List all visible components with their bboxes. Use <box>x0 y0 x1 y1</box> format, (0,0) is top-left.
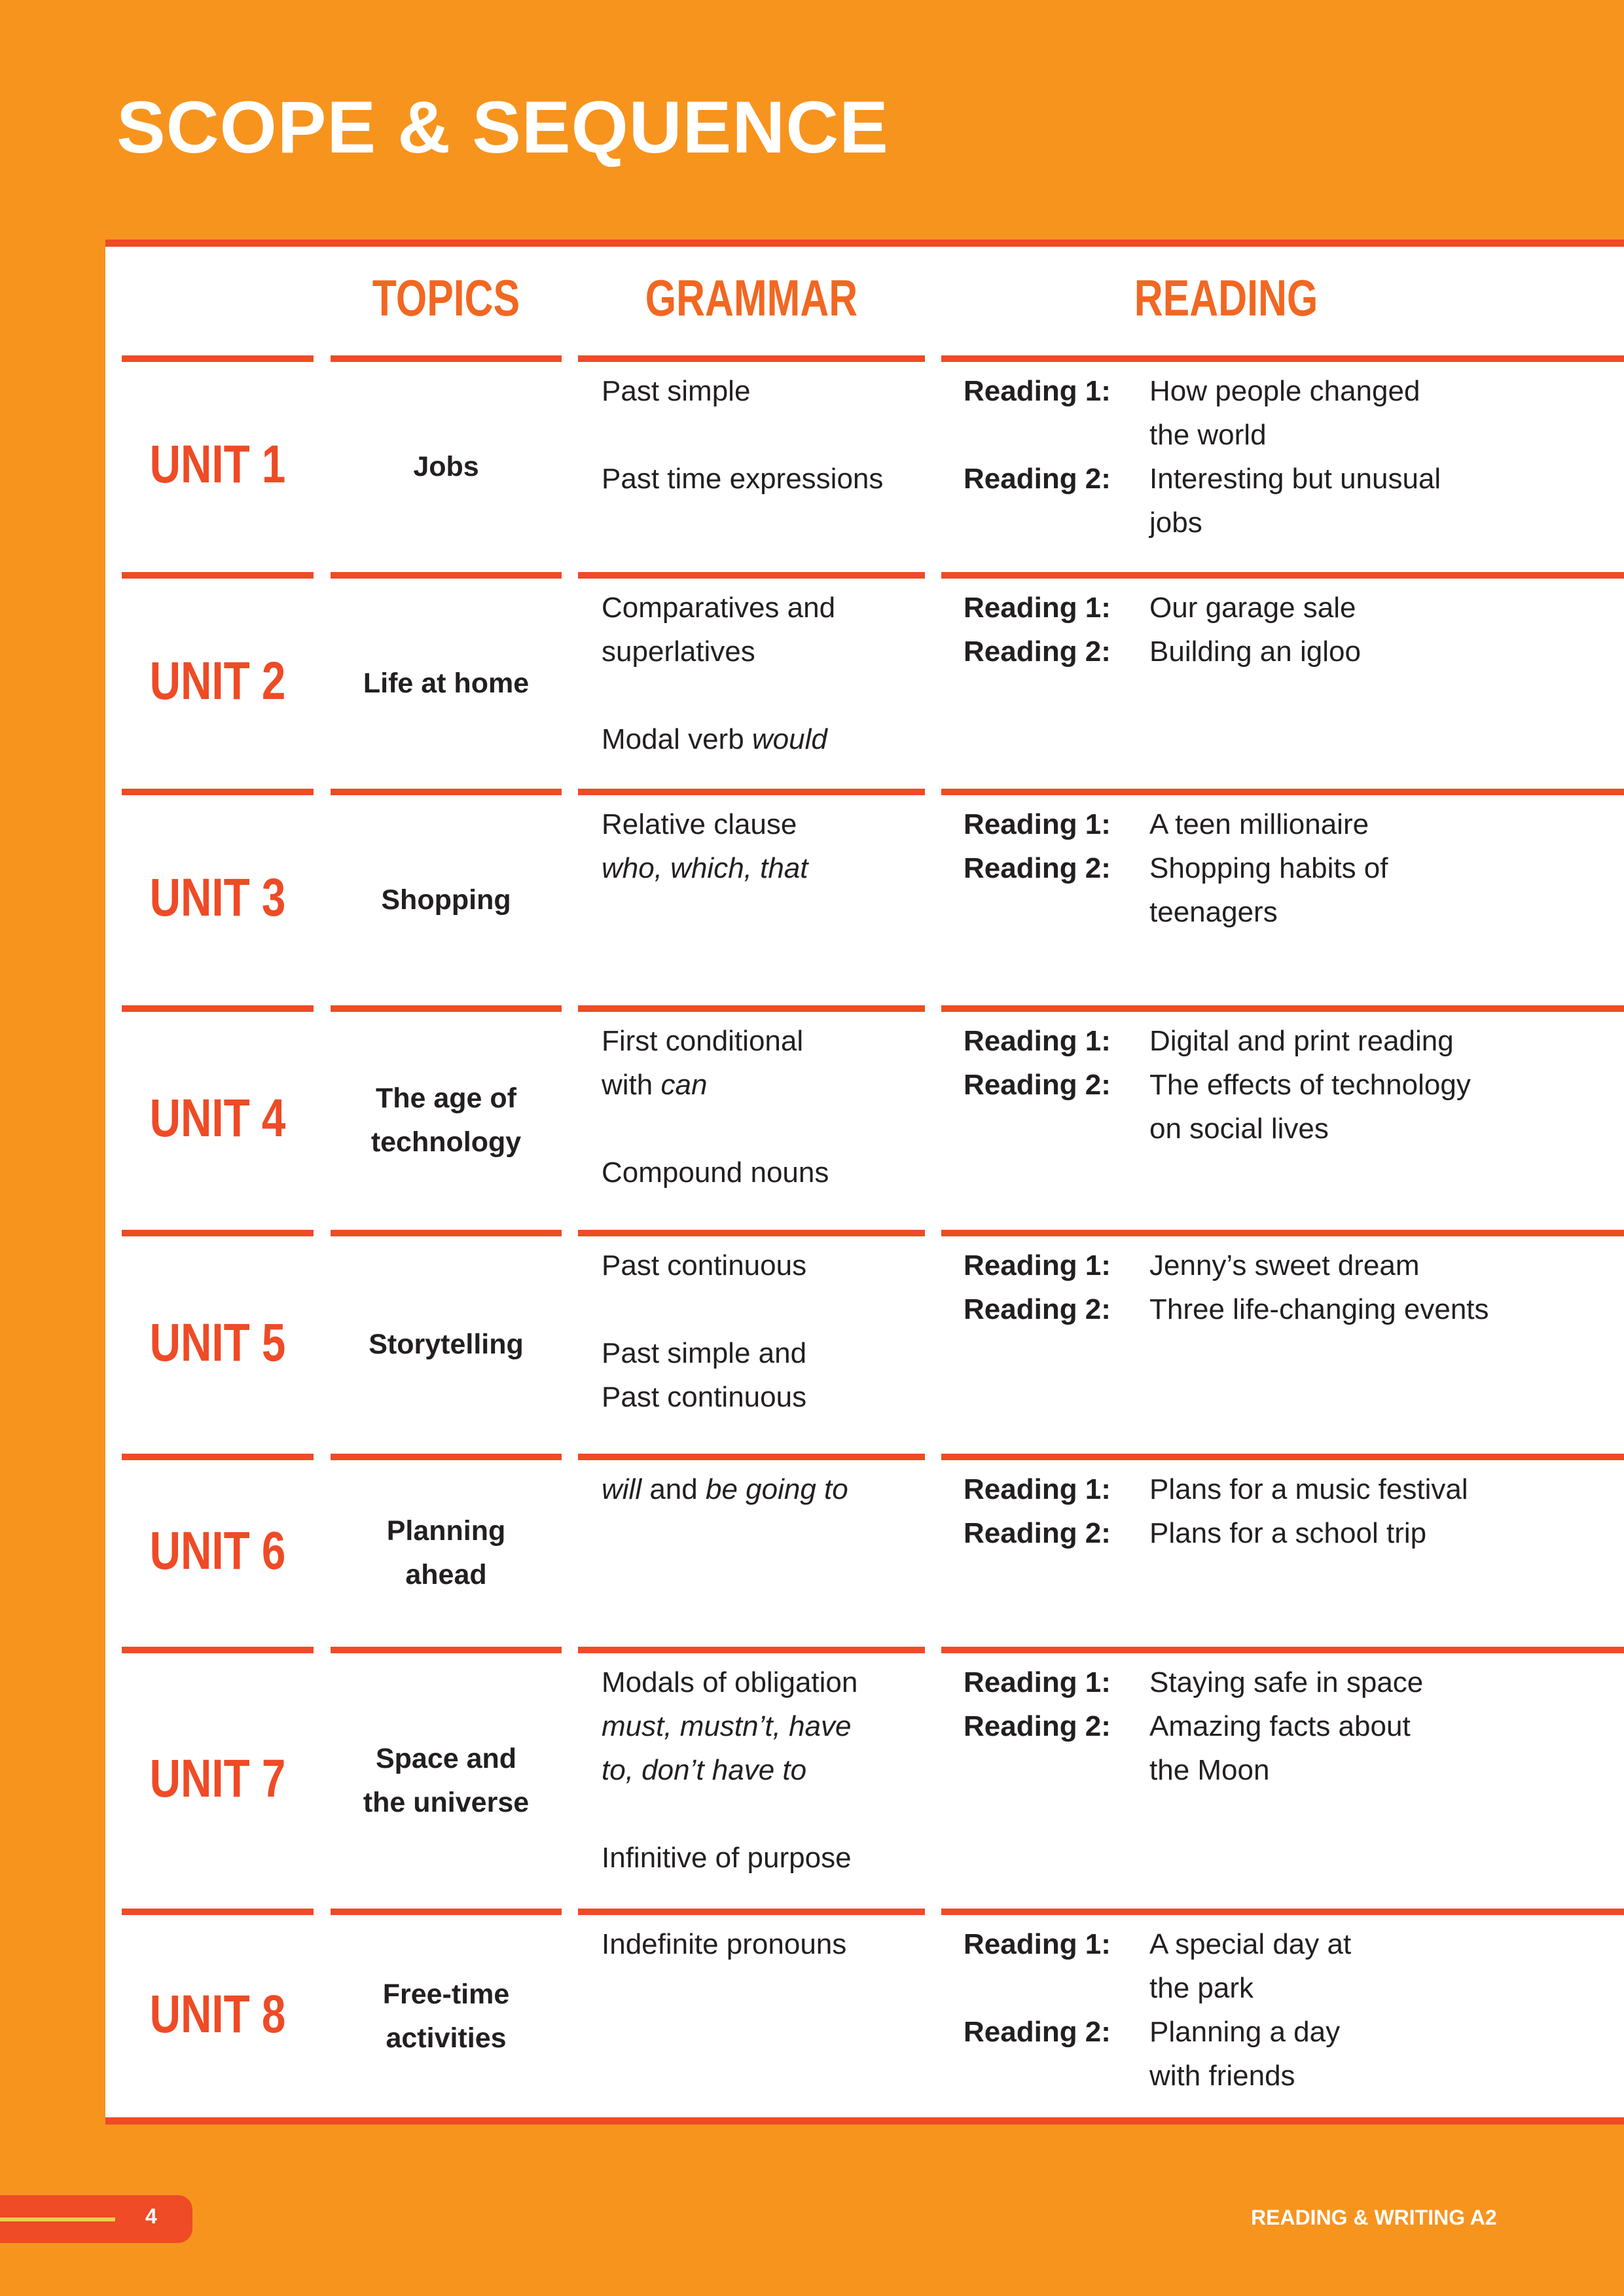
reading-label: Reading 1: <box>964 1473 1111 1505</box>
grammar-line <box>602 1019 922 1063</box>
grammar-spacer <box>602 1792 922 1836</box>
reading-item <box>964 1704 1618 1792</box>
reading-label: Reading 2: <box>964 463 1111 495</box>
row-divider <box>122 1454 314 1460</box>
unit-label: UNIT 6 <box>149 1521 286 1581</box>
grammar-cell <box>602 1467 922 1511</box>
row-divider <box>578 1909 925 1915</box>
row-divider <box>122 355 314 362</box>
topic-line: The age of <box>375 1083 517 1114</box>
grammar-line <box>602 586 922 630</box>
topic-line: Jobs <box>413 450 479 482</box>
topic-line: Storytelling <box>369 1329 524 1360</box>
reading-title <box>1149 1467 1468 1511</box>
grammar-text: and <box>641 1473 706 1505</box>
grammar-text: with <box>602 1069 661 1101</box>
topic-line: ahead <box>405 1559 487 1590</box>
reading-title-line: with friends <box>1149 2060 1295 2092</box>
row-divider <box>122 1909 314 1915</box>
row-divider <box>331 1005 562 1012</box>
reading-title-line: the park <box>1149 1972 1254 2004</box>
unit-label: UNIT 7 <box>149 1748 286 1808</box>
reading-item <box>964 586 1618 630</box>
unit-label: UNIT 5 <box>149 1312 286 1372</box>
grammar-spacer <box>602 1287 922 1331</box>
grammar-text: Past simple <box>602 375 751 407</box>
reading-item <box>964 1660 1618 1704</box>
reading-item <box>964 1922 1618 2010</box>
grammar-line <box>602 1063 922 1107</box>
reading-title <box>1149 1244 1420 1287</box>
grammar-line <box>602 717 922 761</box>
grammar-line <box>602 802 922 846</box>
reading-cell <box>964 1244 1618 1331</box>
topic-line: Shopping <box>381 884 511 916</box>
row-divider <box>331 1647 562 1653</box>
topic-cell <box>331 1077 562 1164</box>
unit-label: UNIT 1 <box>149 435 286 494</box>
topic-line: Space and <box>375 1742 517 1774</box>
row-divider <box>941 1005 1624 1012</box>
grammar-line <box>602 1331 922 1375</box>
reading-label: Reading 2: <box>964 852 1111 884</box>
reading-label: Reading 2: <box>964 1069 1111 1101</box>
row-divider <box>122 1647 314 1653</box>
grammar-text: to, don’t have to <box>602 1754 807 1786</box>
reading-title-line: Jenny’s sweet dream <box>1149 1249 1420 1282</box>
grammar-text: Modal verb <box>602 723 752 755</box>
header-grammar: GRAMMAR <box>645 269 858 327</box>
reading-label: Reading 1: <box>964 1025 1111 1057</box>
grammar-cell <box>602 1660 922 1880</box>
reading-item <box>964 2010 1618 2098</box>
reading-title <box>1149 586 1356 630</box>
topic-cell <box>331 1323 562 1367</box>
unit-label: UNIT 2 <box>149 651 286 711</box>
reading-title-line: Plans for a school trip <box>1149 1517 1427 1549</box>
row-divider <box>578 355 925 362</box>
reading-title-line: How people changed <box>1149 375 1420 407</box>
grammar-text: will <box>602 1473 642 1505</box>
row-divider <box>941 1909 1624 1915</box>
reading-label: Reading 1: <box>964 808 1111 840</box>
reading-title <box>1149 2010 1340 2098</box>
reading-item <box>964 457 1618 545</box>
grammar-line <box>602 1922 922 1966</box>
reading-cell <box>964 1019 1618 1151</box>
reading-item <box>964 802 1618 846</box>
grammar-line <box>602 1375 922 1419</box>
reading-title-line: teenagers <box>1149 896 1278 928</box>
grammar-spacer <box>602 673 922 717</box>
grammar-text: Compound nouns <box>602 1157 829 1189</box>
row-divider <box>331 355 562 362</box>
reading-title-line: jobs <box>1149 507 1202 539</box>
grammar-line <box>602 1836 922 1880</box>
page-number: 4 <box>145 2204 157 2228</box>
reading-title <box>1149 1019 1454 1063</box>
reading-cell <box>964 1467 1618 1555</box>
reading-title-line: Building an igloo <box>1149 636 1361 668</box>
reading-label: Reading 2: <box>964 636 1111 668</box>
grammar-text: First conditional <box>602 1025 804 1057</box>
grammar-line <box>602 1151 922 1194</box>
grammar-cell <box>602 1922 922 1966</box>
row-divider <box>578 572 925 579</box>
reading-title-line: Three life-changing events <box>1149 1293 1489 1325</box>
grammar-text: Past continuous <box>602 1249 807 1282</box>
grammar-cell <box>602 802 922 890</box>
topic-line: activities <box>386 2022 507 2054</box>
grammar-text: must, mustn’t, have <box>602 1710 852 1742</box>
reading-title-line: Digital and print reading <box>1149 1025 1454 1057</box>
grammar-text: can <box>660 1069 708 1101</box>
reading-cell <box>964 802 1618 934</box>
row-divider <box>941 789 1624 795</box>
reading-cell <box>964 1922 1618 2098</box>
page-title: SCOPE & SEQUENCE <box>117 86 889 168</box>
row-divider <box>941 1647 1624 1653</box>
reading-title <box>1149 1287 1489 1331</box>
grammar-cell <box>602 1244 922 1419</box>
grammar-text: Past simple and <box>602 1337 807 1369</box>
grammar-text: Modals of obligation <box>602 1666 858 1698</box>
grammar-text: Past time expressions <box>602 463 884 495</box>
grammar-line <box>602 369 922 413</box>
topic-cell <box>331 662 562 706</box>
row-divider <box>122 1230 314 1236</box>
grammar-cell <box>602 369 922 501</box>
row-divider <box>941 355 1624 362</box>
grammar-cell <box>602 586 922 761</box>
grammar-line <box>602 1467 922 1511</box>
reading-item <box>964 1511 1618 1555</box>
reading-label: Reading 1: <box>964 592 1111 624</box>
grammar-line <box>602 846 922 890</box>
topic-cell <box>331 1973 562 2060</box>
reading-title <box>1149 369 1420 457</box>
grammar-text: Past continuous <box>602 1381 807 1413</box>
row-divider <box>578 1005 925 1012</box>
reading-title <box>1149 1660 1423 1704</box>
grammar-line <box>602 630 922 673</box>
row-divider <box>578 1647 925 1653</box>
unit-label: UNIT 8 <box>149 1984 286 2044</box>
grammar-text: Relative clause <box>602 808 797 840</box>
grammar-text: Infinitive of purpose <box>602 1842 852 1874</box>
row-divider <box>578 1454 925 1460</box>
grammar-line <box>602 457 922 501</box>
reading-label: Reading 1: <box>964 375 1111 407</box>
topic-cell <box>331 878 562 922</box>
reading-label: Reading 1: <box>964 1928 1111 1960</box>
topic-cell <box>331 445 562 489</box>
reading-title-line: the world <box>1149 419 1267 451</box>
reading-title-line: Staying safe in space <box>1149 1666 1424 1698</box>
reading-title <box>1149 457 1441 545</box>
reading-item <box>964 1244 1618 1287</box>
header-topics: TOPICS <box>372 269 520 327</box>
reading-cell <box>964 1660 1618 1792</box>
reading-title-line: Interesting but unusual <box>1149 463 1441 495</box>
reading-label: Reading 2: <box>964 1293 1111 1325</box>
reading-label: Reading 2: <box>964 1710 1111 1742</box>
reading-title <box>1149 1511 1426 1555</box>
grammar-cell <box>602 1019 922 1194</box>
unit-label: UNIT 4 <box>149 1088 286 1148</box>
reading-title-line: Amazing facts about <box>1149 1710 1411 1742</box>
reading-item <box>964 1019 1618 1063</box>
row-divider <box>331 572 562 579</box>
grammar-line <box>602 1660 922 1704</box>
reading-title-line: on social lives <box>1149 1113 1329 1145</box>
grammar-text: would <box>751 723 827 755</box>
topic-line: Planning <box>386 1515 506 1547</box>
grammar-text: who, which, that <box>602 852 808 884</box>
grammar-line <box>602 1704 922 1748</box>
grammar-line <box>602 1244 922 1287</box>
reading-title-line: Planning a day <box>1149 2016 1341 2048</box>
reading-title <box>1149 1704 1411 1792</box>
reading-label: Reading 1: <box>964 1666 1111 1698</box>
reading-label: Reading 2: <box>964 1517 1111 1549</box>
reading-label: Reading 1: <box>964 1249 1111 1282</box>
reading-item <box>964 846 1618 934</box>
row-divider <box>122 1005 314 1012</box>
row-divider <box>331 1909 562 1915</box>
book-title: READING & WRITING A2 <box>1251 2206 1497 2229</box>
topic-cell <box>331 1509 562 1597</box>
tab-accent-line <box>0 2217 115 2221</box>
unit-label: UNIT 3 <box>149 868 286 927</box>
row-divider <box>122 572 314 579</box>
reading-title <box>1149 630 1361 673</box>
row-divider <box>941 572 1624 579</box>
reading-title <box>1149 1063 1471 1151</box>
reading-item <box>964 630 1618 673</box>
grammar-line <box>602 1748 922 1792</box>
reading-item <box>964 1063 1618 1151</box>
reading-title-line: the Moon <box>1149 1754 1270 1786</box>
topic-line: Life at home <box>363 667 530 699</box>
row-divider <box>578 1230 925 1236</box>
reading-title-line: A special day at <box>1149 1928 1352 1960</box>
reading-title-line: A teen millionaire <box>1149 808 1369 840</box>
reading-cell <box>964 369 1618 545</box>
topic-line: technology <box>370 1126 522 1158</box>
reading-title <box>1149 802 1369 846</box>
grammar-spacer <box>602 413 922 457</box>
row-divider <box>331 1230 562 1236</box>
grammar-text: be going to <box>705 1473 848 1505</box>
grammar-text: Indefinite pronouns <box>602 1928 847 1960</box>
reading-item <box>964 1467 1618 1511</box>
grammar-text: Comparatives and <box>602 592 836 624</box>
reading-title-line: Shopping habits of <box>1149 852 1388 884</box>
reading-item <box>964 1287 1618 1331</box>
row-divider <box>331 789 562 795</box>
row-divider <box>941 1230 1624 1236</box>
reading-title <box>1149 846 1388 934</box>
reading-label: Reading 2: <box>964 2016 1111 2048</box>
grammar-text: superlatives <box>602 636 755 668</box>
reading-title-line: The effects of technology <box>1149 1069 1471 1101</box>
row-divider <box>331 1454 562 1460</box>
row-divider <box>941 1454 1624 1460</box>
reading-item <box>964 369 1618 457</box>
row-divider <box>578 789 925 795</box>
topic-cell <box>331 1737 562 1825</box>
reading-title-line: Our garage sale <box>1149 592 1356 624</box>
topic-line: the universe <box>363 1786 530 1818</box>
topic-line: Free-time <box>382 1978 510 2010</box>
reading-title-line: Plans for a music festival <box>1149 1473 1468 1505</box>
row-divider <box>122 789 314 795</box>
reading-title <box>1149 1922 1351 2010</box>
header-reading: READING <box>1134 269 1318 327</box>
reading-cell <box>964 586 1618 673</box>
grammar-spacer <box>602 1107 922 1151</box>
